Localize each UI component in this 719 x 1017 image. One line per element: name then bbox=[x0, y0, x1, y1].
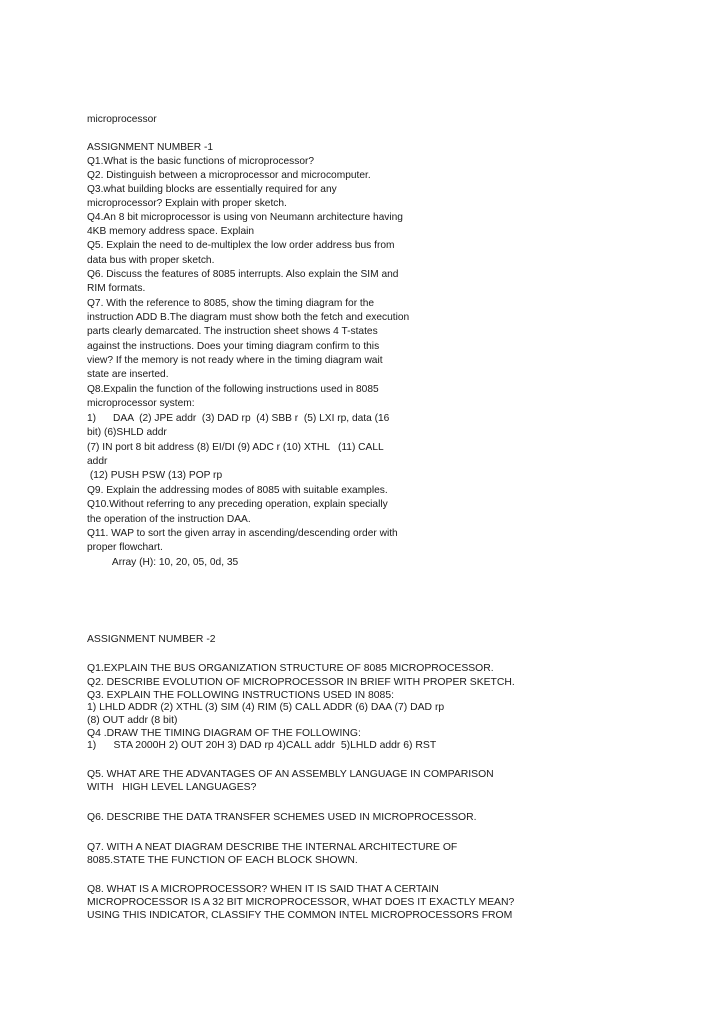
question-line: Q6. DESCRIBE THE DATA TRANSFER SCHEMES USED IN MICROPROCESSOR. bbox=[87, 812, 477, 823]
question-line: Array (H): 10, 20, 05, 0d, 35 bbox=[87, 557, 239, 568]
question-line: Q5. WHAT ARE THE ADVANTAGES OF AN ASSEMBLY LANGUAGE IN COMPARISON bbox=[87, 769, 494, 780]
question-line: 1) STA 2000H 2) OUT 20H 3) DAD rp 4)CALL addr 5)LHLD addr 6) RST bbox=[87, 740, 437, 751]
question-line: Q6. Discuss the features of 8085 interrupts. Also explain the SIM and bbox=[87, 269, 399, 280]
question-line: parts clearly demarcated. The instruction sheet shows 4 T-states bbox=[87, 326, 378, 337]
question-line: Q7. With the reference to 8085, show the timing diagram for the bbox=[87, 298, 375, 309]
question-line: instruction ADD B.The diagram must show both the fetch and execution bbox=[87, 312, 410, 323]
question-line: (8) OUT addr (8 bit) bbox=[87, 715, 178, 726]
question-line: (7) IN port 8 bit address (8) EI/DI (9) ADC r (10) XTHL (11) CALL bbox=[87, 442, 384, 453]
question-line: Q3.what building blocks are essentially required for any bbox=[87, 184, 337, 195]
question-line: Q4.An 8 bit microprocessor is using von Neumann architecture having bbox=[87, 212, 403, 223]
assignment-2-title: ASSIGNMENT NUMBER -2 bbox=[87, 634, 216, 645]
question-line: microprocessor? Explain with proper sketch. bbox=[87, 198, 287, 209]
question-line: Q1.EXPLAIN THE BUS ORGANIZATION STRUCTURE OF 8085 MICROPROCESSOR. bbox=[87, 663, 494, 674]
question-line: the operation of the instruction DAA. bbox=[87, 514, 251, 525]
question-line: Q3. EXPLAIN THE FOLLOWING INSTRUCTIONS USED IN 8085: bbox=[87, 690, 394, 701]
question-line: Q8. WHAT IS A MICROPROCESSOR? WHEN IT IS SAID THAT A CERTAIN bbox=[87, 884, 439, 895]
question-line: 4KB memory address space. Explain bbox=[87, 226, 255, 237]
question-line: Q7. WITH A NEAT DIAGRAM DESCRIBE THE INTERNAL ARCHITECTURE OF bbox=[87, 842, 458, 853]
question-line: 1) LHLD ADDR (2) XTHL (3) SIM (4) RIM (5) CALL ADDR (6) DAA (7) DAD rp bbox=[87, 702, 445, 713]
question-line: Q9. Explain the addressing modes of 8085 with suitable examples. bbox=[87, 485, 388, 496]
question-line: Q1.What is the basic functions of microprocessor? bbox=[87, 156, 315, 167]
question-line: Q4 .DRAW THE TIMING DIAGRAM OF THE FOLLOWING: bbox=[87, 728, 361, 739]
assignment-1-title: ASSIGNMENT NUMBER -1 bbox=[87, 142, 214, 153]
question-line: (12) PUSH PSW (13) POP rp bbox=[87, 470, 223, 481]
question-line: bit) (6)SHLD addr bbox=[87, 427, 167, 438]
question-line: Q2. Distinguish between a microprocessor and microcomputer. bbox=[87, 170, 371, 181]
question-line: against the instructions. Does your timing diagram confirm to this bbox=[87, 341, 380, 352]
question-line: Q11. WAP to sort the given array in ascending/descending order with bbox=[87, 528, 398, 539]
question-line: 8085.STATE THE FUNCTION OF EACH BLOCK SHOWN. bbox=[87, 855, 358, 866]
question-line: 1) DAA (2) JPE addr (3) DAD rp (4) SBB r (5) LXI rp, data (16 bbox=[87, 413, 390, 424]
question-line: addr bbox=[87, 456, 108, 467]
question-line: USING THIS INDICATOR, CLASSIFY THE COMMON INTEL MICROPROCESSORS FROM bbox=[87, 910, 513, 921]
question-line: Q2. DESCRIBE EVOLUTION OF MICROPROCESSOR IN BRIEF WITH PROPER SKETCH. bbox=[87, 677, 515, 688]
question-line: view? If the memory is not ready where in the timing diagram wait bbox=[87, 355, 383, 366]
document-heading: microprocessor bbox=[87, 114, 157, 125]
question-line: state are inserted. bbox=[87, 369, 169, 380]
question-line: data bus with proper sketch. bbox=[87, 255, 215, 266]
question-line: Q5. Explain the need to de-multiplex the low order address bus from bbox=[87, 240, 395, 251]
question-line: Q8.Expalin the function of the following instructions used in 8085 bbox=[87, 384, 379, 395]
question-line: Q10.Without referring to any preceding operation, explain specially bbox=[87, 499, 388, 510]
question-line: WITH HIGH LEVEL LANGUAGES? bbox=[87, 782, 257, 793]
question-line: MICROPROCESSOR IS A 32 BIT MICROPROCESSOR, WHAT DOES IT EXACTLY MEAN? bbox=[87, 897, 515, 908]
question-line: microprocessor system: bbox=[87, 398, 195, 409]
question-line: RIM formats. bbox=[87, 283, 146, 294]
question-line: proper flowchart. bbox=[87, 542, 163, 553]
